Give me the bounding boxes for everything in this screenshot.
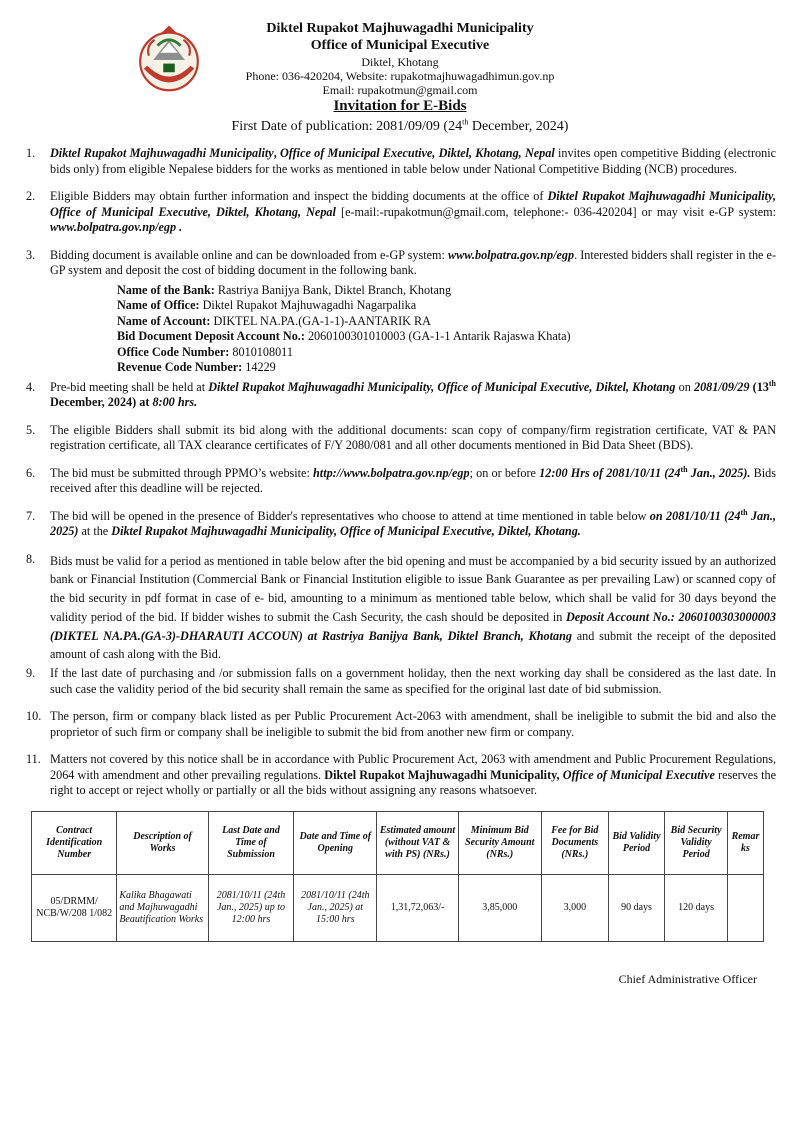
list-item: 5. The eligible Bidders shall submit its bid along with the additional documents: scan copy of company/firm registration certificate, VAT & PAN registration certificate, all TAX clearance certificates of F/Y 2080/081 and all other documents mentioned in Bid Data Sheet (BDS).	[26, 422, 776, 452]
notice-items	[26, 146, 776, 811]
list-item: 4. Pre-bid meeting shall be held at Diktel Rupakot Majhuwagadhi Municipality, Office of Municipal Executive, Diktel, Khotang on 2081/09/29 (13th December, 2024) at 8:00 hrs.	[26, 378, 777, 409]
table-header: Description of Works	[117, 812, 209, 875]
table-cell: 90 days	[608, 875, 665, 942]
table-cell: 2081/10/11 (24th Jan., 2025) at 15:00 hrs	[294, 875, 377, 942]
table-cell	[727, 875, 763, 942]
list-item: 2. Eligible Bidders may obtain further information and inspect the bidding documents at the office of Diktel Rupakot Majhuwagadhi Municipality, Office of Municipal Executive, Diktel, Khotang, Nepal [e-mail:-rupakotmun@gmail.com, telephone:- 036-420204] or may visit e-GP system: www.bolpatra.gov.np/egp .	[26, 189, 776, 234]
table-header: Last Date and Time of Submission	[208, 812, 293, 875]
table-header: Fee for Bid Documents (NRs.)	[541, 812, 608, 875]
table-cell: 120 days	[665, 875, 728, 942]
office-email: Email: rupakotmun@gmail.com	[322, 83, 478, 97]
table-header: Bid Security Validity Period	[665, 812, 728, 875]
list-item: 10. The person, firm or company black listed as per Public Procurement Act-2063 with amendment, shall be ineligible to submit the bid and also the proprietor of such firm or company shall be ineligible to submit the bid from another new firm or company.	[26, 709, 776, 739]
bid-table	[31, 811, 764, 942]
publication-date: First Date of publication: 2081/09/09 (24th December, 2024)	[231, 117, 569, 134]
list-item: 1. Diktel Rupakot Majhuwagadhi Municipality, Office of Municipal Executive, Diktel, Khotang, Nepal invites open competitive Bidding (electronic bids only) from eligible Nepalese bidders for the works as mentioned in table below under National Competitive Bidding (NCB) procedures.	[26, 146, 776, 176]
table-header: Estimated amount (without VAT & with PS) (NRs.)	[377, 812, 458, 875]
table-cell: 3,85,000	[458, 875, 541, 942]
table-cell: Kalika Bhagawati and Majhuwagadhi Beautification Works	[117, 875, 209, 942]
office-contact: Phone: 036-420204, Website: rupakotmajhuwagadhimun.gov.np	[245, 69, 555, 83]
table-cell: 3,000	[541, 875, 608, 942]
notice-title: Invitation for E-Bids	[333, 98, 467, 114]
ppmo-link: http://www.bolpatra.gov.np/egp	[313, 465, 470, 480]
table-header: Contract Identification Number	[32, 812, 117, 875]
list-item: 6. The bid must be submitted through PPMO’s website: http://www.bolpatra.gov.np/egp; on or before 12:00 Hrs of 2081/10/11 (24th Jan., 2025). Bids received after this deadline will be rejected.	[26, 464, 777, 495]
office-address: Diktel, Khotang	[361, 55, 439, 69]
org-name: Diktel Rupakot Majhuwagadhi Municipality	[266, 21, 534, 36]
table-header: Minimum Bid Security Amount (NRs.)	[458, 812, 541, 875]
table-cell: 2081/10/11 (24th Jan., 2025) up to 12:00 hrs	[208, 875, 293, 942]
table-header-row	[32, 812, 764, 875]
table-row	[32, 875, 764, 942]
egp-link: www.bolpatra.gov.np/egp	[448, 247, 575, 262]
signature-title: Chief Administrative Officer	[618, 972, 757, 986]
table-cell: 1,31,72,063/-	[377, 875, 458, 942]
table-cell: 05/DRMM/ NCB/W/208 1/082	[32, 875, 117, 942]
table-header: Date and Time of Opening	[294, 812, 377, 875]
egp-link: www.bolpatra.gov.np/egp .	[50, 220, 183, 234]
list-item: 11. Matters not covered by this notice shall be in accordance with Public Procurement Act, 2063 with amendment and Public Procurement Regulations, 2064 with amendment and other prevailing regulations. Diktel Rupakot Majhuwagadhi Municipality, Office of Municipal Executive reserves the right to accept or reject wholly or partially or all the bids without assigning any reasons whatsoever.	[26, 752, 776, 798]
list-item: 3. Bidding document is available online and can be downloaded from e-GP system: www.bolpatra.gov.np/egp. Interested bidders shall register in the e-GP system and deposit the cost of bidding document in the following bank. Name of the Bank: Rastriya Banijya Bank, Diktel Branch, Khotang Name of Office: Diktel Rupakot Majhuwagadhi Nagarpalika Name of Account: DIKTEL NA.PA.(GA-1-1)-AANTARIK RA Bid Document Deposit Account No.: 2060100301010003 (GA-1-1 Antarik Rajaswa Khata) Office Code Number: 8010108011 Revenue Code Number: 14229	[26, 247, 776, 374]
list-item: 7. The bid will be opened in the presence of Bidder's representatives who choose to attend at time mentioned in table below on 2081/10/11 (24th Jan., 2025) at the Diktel Rupakot Majhuwagadhi Municipality, Office of Municipal Executive, Diktel, Khotang.	[26, 507, 777, 538]
table-header: Remarks	[727, 812, 763, 875]
list-item: 9. If the last date of purchasing and /or submission falls on a government holiday, then the next working day shall be considered as the last date. In such case the validity period of the bid security shall remain the same as specified for the original last date of bid submission.	[26, 666, 776, 696]
office-name: Office of Municipal Executive	[310, 38, 490, 53]
list-item: 8. Bids must be valid for a period as mentioned in table below after the bid opening and must be accompanied by a bid security issued by an authorized bank or Financial Institution (Commercial Bank or Financial Institution eligible to issue Bank Guarantee as per prevailing Law) or scanned copy of the bid security in pdf format in case of e- bid, amounting to a minimum as mentioned table below, which shall be valid for 30 days beyond the validity period of the bid. If bidder wishes to submit the Cash Security, the cash should be deposited in Deposit Account No.: 2060100303000003 (DIKTEL NA.PA.(GA-3)-DHARAUTI ACCOUN) at Rastriya Banijya Bank, Diktel Branch, Khotang and submit the receipt of the deposited amount of cash along with the Bid.	[26, 551, 776, 662]
table-header: Bid Validity Period	[608, 812, 665, 875]
bank-details: Name of the Bank: Rastriya Banijya Bank, Diktel Branch, Khotang Name of Office: Diktel Rupakot Majhuwagadhi Nagarpalika Name of Account: DIKTEL NA.PA.(GA-1-1)-AANTARIK RA Bid Document Deposit Account No.: 2060100301010003 (GA-1-1 Antarik Rajaswa Khata) Office Code Number: 8010108011 Revenue Code Number: 14229	[117, 282, 571, 374]
